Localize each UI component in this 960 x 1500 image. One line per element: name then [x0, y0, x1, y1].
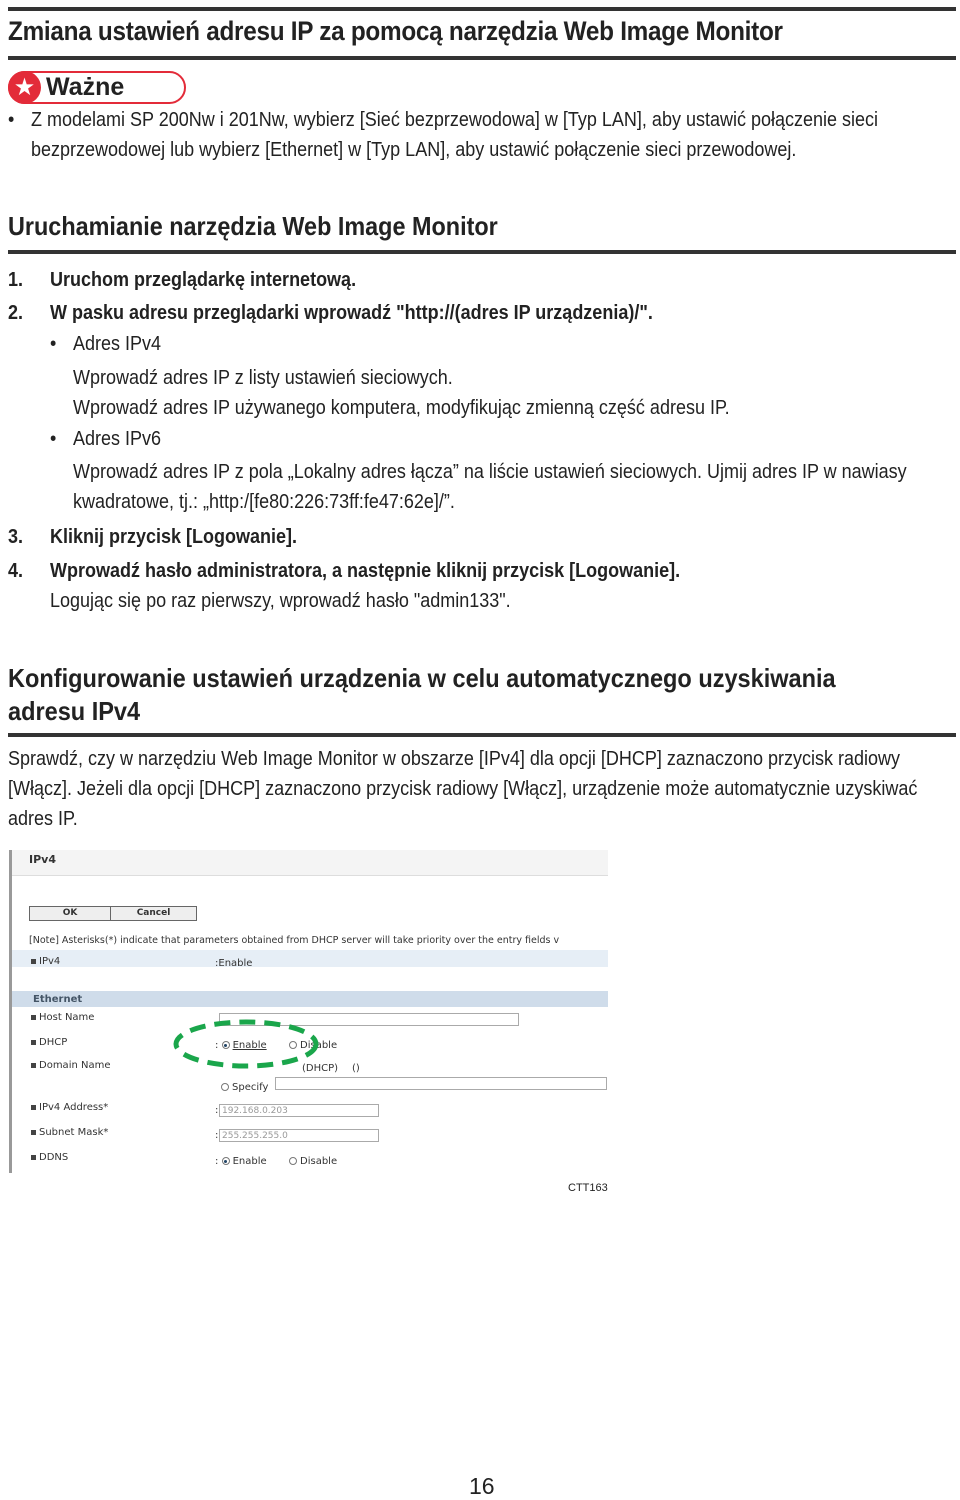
- section2-para-line1: Sprawdź, czy w narzędziu Web Image Monitor w obszarze [IPv4] dla opcji [DHCP] zaznaczono przycisk radiowy: [8, 748, 901, 770]
- ipv4-row-label: IPv4: [31, 956, 60, 967]
- dhcp-paren-label: (DHCP): [302, 1063, 339, 1074]
- bullet-square-icon: [31, 1155, 36, 1160]
- domain-name-label: Domain Name: [31, 1060, 110, 1071]
- section2-para-line2: [Włącz]. Jeżeli dla opcji [DHCP] zaznaczono przycisk radiowy [Włącz], urządzenie może automatycznie uzyskiwać: [8, 778, 918, 800]
- screenshot-header: IPv4: [29, 853, 56, 866]
- empty-paren-label: (): [352, 1063, 360, 1074]
- bullet-square-icon: [31, 1105, 36, 1110]
- step3-text: Kliknij przycisk [Logowanie].: [50, 526, 298, 548]
- step4-note: Logując się po raz pierwszy, wprowadź hasło "admin133".: [50, 590, 511, 612]
- step2-number: 2.: [8, 302, 24, 324]
- important-label: Ważne: [46, 73, 125, 101]
- step3-number: 3.: [8, 526, 24, 548]
- ddns-disable-option[interactable]: Disable: [289, 1156, 337, 1167]
- ipv6-line2: kwadratowe, tj.: „http:/[fe80:226:73ff:fe47:62e]/”.: [73, 491, 455, 513]
- figure-caption: CTT163: [568, 1182, 608, 1194]
- ipv4-bullet: Adres IPv4: [73, 333, 162, 355]
- bullet-square-icon: [31, 959, 36, 964]
- bullet-square-icon: [31, 1130, 36, 1135]
- ethernet-band: [12, 991, 608, 1007]
- section2-title: [8, 662, 958, 728]
- bullet-dot: •: [50, 428, 57, 450]
- step1-text: Uruchom przeglądarkę internetową.: [50, 269, 357, 291]
- ipv4-line1: Wprowadź adres IP z listy ustawień sieciowych.: [73, 367, 453, 389]
- dhcp-enable-option[interactable]: : Enable: [215, 1040, 267, 1051]
- important-text-line1: Z modelami SP 200Nw i 201Nw, wybierz [Sieć bezprzewodowa] w [Typ LAN], aby ustawić połączenie sieci: [31, 109, 879, 131]
- subnet-mask-field[interactable]: 255.255.255.0: [219, 1129, 379, 1142]
- button-bar: [29, 906, 197, 921]
- top-rule: [8, 7, 956, 11]
- page-number: 16: [469, 1473, 495, 1499]
- ipv4-row-value: :Enable: [215, 958, 253, 969]
- ddns-label: DDNS: [31, 1152, 68, 1163]
- title-rule: [8, 56, 956, 60]
- important-badge: [8, 71, 186, 104]
- star-icon: ★: [8, 71, 41, 104]
- ipv4-address-field[interactable]: 192.168.0.203: [219, 1104, 379, 1117]
- section1-rule: [8, 250, 956, 254]
- step2-text: W pasku adresu przeglądarki wprowadź "http://(adres IP urządzenia)/".: [50, 302, 653, 324]
- bullet-square-icon: [31, 1015, 36, 1020]
- colon: :: [215, 1105, 219, 1116]
- ipv4-row-band: [12, 950, 608, 967]
- step1-number: 1.: [8, 269, 24, 291]
- colon: :: [215, 1130, 219, 1141]
- ipv6-bullet: Adres IPv6: [73, 428, 162, 450]
- section2-para-line3: adres IP.: [8, 808, 78, 830]
- domain-name-field[interactable]: [275, 1077, 607, 1090]
- ddns-enable-option[interactable]: : Enable: [215, 1156, 267, 1167]
- section1-title: Uruchamianie narzędzia Web Image Monitor: [8, 211, 498, 241]
- radio-icon[interactable]: [221, 1083, 229, 1091]
- radio-selected-icon[interactable]: [222, 1157, 230, 1165]
- step4-number: 4.: [8, 560, 24, 582]
- radio-icon[interactable]: [289, 1157, 297, 1165]
- subnet-mask-label: Subnet Mask*: [31, 1127, 108, 1138]
- page-title: Zmiana ustawień adresu IP za pomocą narzędzia Web Image Monitor: [8, 16, 783, 46]
- asterisk-note: [Note] Asterisks(*) indicate that parameters obtained from DHCP server will take priority over the entry fields v: [29, 935, 560, 946]
- ethernet-heading: Ethernet: [33, 994, 83, 1005]
- host-name-label: Host Name: [31, 1012, 94, 1023]
- section2-title-line1: Konfigurowanie ustawień urządzenia w celu automatycznego uzyskiwania: [8, 663, 836, 693]
- section2-title-line2: adresu IPv4: [8, 696, 141, 726]
- bullet-square-icon: [31, 1063, 36, 1068]
- ipv4-address-label: IPv4 Address*: [31, 1102, 108, 1113]
- ipv4-line2: Wprowadź adres IP używanego komputera, modyfikując zmienną część adresu IP.: [73, 397, 730, 419]
- web-image-monitor-screenshot: [9, 850, 608, 1173]
- ok-button[interactable]: OK: [30, 907, 111, 920]
- dhcp-label: DHCP: [31, 1037, 67, 1048]
- screenshot-left-border: [9, 850, 12, 1173]
- screenshot-header-band: [12, 850, 608, 876]
- important-text-line2: bezprzewodowej lub wybierz [Ethernet] w [Typ LAN], aby ustawić połączenie sieci przewodowej.: [31, 139, 797, 161]
- highlight-ellipse: [169, 1018, 324, 1072]
- dhcp-disable-option[interactable]: Disable: [289, 1040, 337, 1051]
- cancel-button[interactable]: Cancel: [136, 908, 171, 918]
- ipv6-line1: Wprowadź adres IP z pola „Lokalny adres łącza” na liście ustawień sieciowych. Ujmij adres IP w nawiasy: [73, 461, 907, 483]
- specify-option[interactable]: Specify: [221, 1082, 268, 1093]
- bullet-square-icon: [31, 1040, 36, 1045]
- bullet-dot: •: [8, 109, 15, 131]
- section2-rule: [8, 733, 956, 737]
- bullet-dot: •: [50, 333, 57, 355]
- step4-text: Wprowadź hasło administratora, a następnie kliknij przycisk [Logowanie].: [50, 560, 681, 582]
